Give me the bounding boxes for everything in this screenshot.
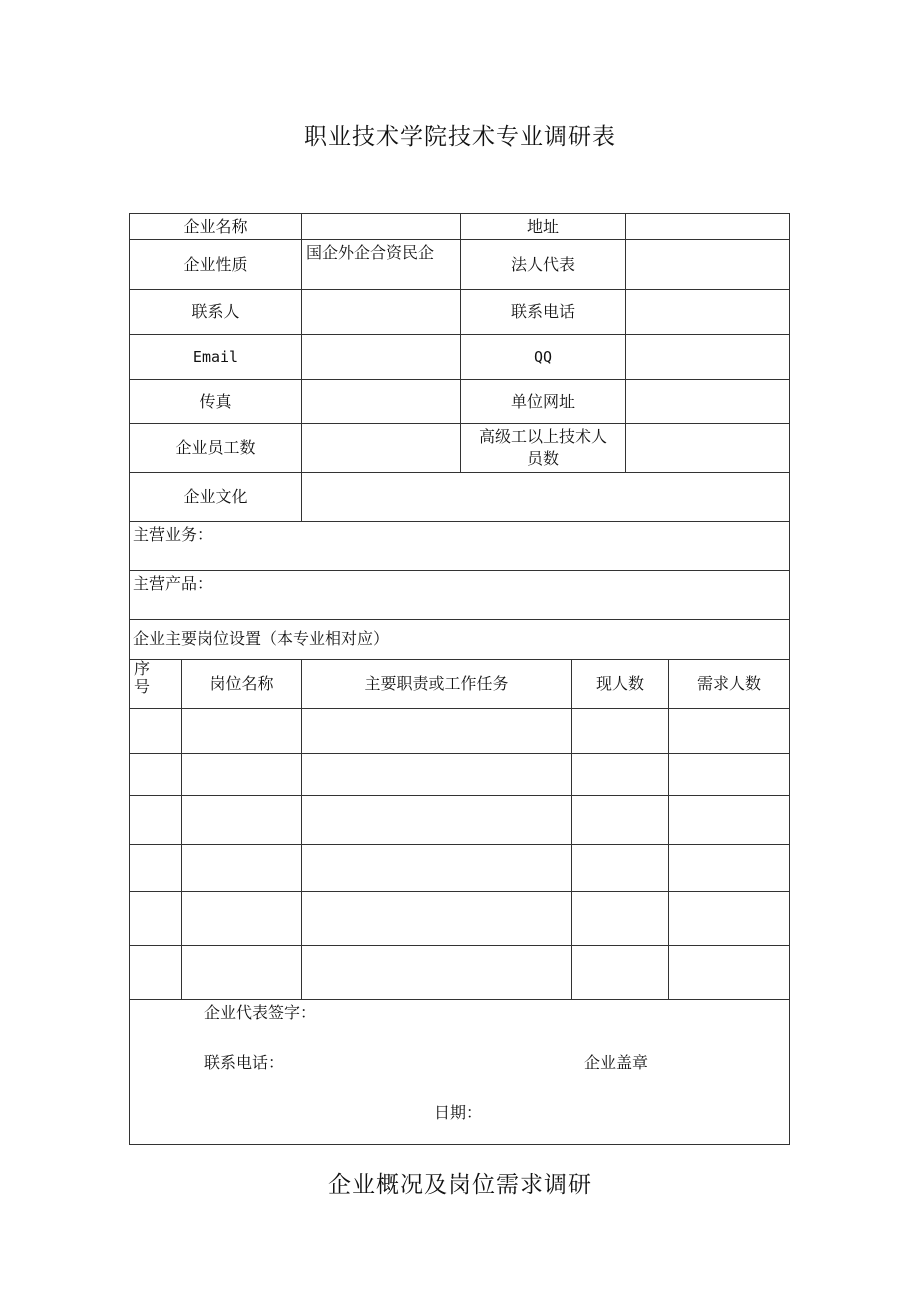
culture-label: 企业文化 [183,487,248,506]
contact-phone-label: 联系电话 [510,302,575,321]
row-divider [130,891,789,892]
date-label: 日期： [434,1103,483,1122]
contact-label: 联系人 [191,302,240,321]
row-divider [130,945,789,946]
page-title: 职业技术学院技术专业调研表 [304,124,616,150]
row-divider [130,753,789,754]
company-type-label: 企业性质 [183,254,248,274]
column-divider [181,659,182,999]
row-divider [130,521,789,522]
senior-tech-label-line2: 员数 [526,449,559,468]
row-divider [130,795,789,796]
senior-tech-count-label [461,424,625,472]
demand-count-header: 需求人数 [696,674,761,693]
employee-count-label: 企业员工数 [175,438,256,457]
duties-header: 主要职责或工作任务 [364,674,509,693]
column-divider [301,659,302,999]
signature-label: 企业代表签字： [204,1003,317,1022]
qq-label: QQ [533,348,553,366]
row-divider [130,844,789,845]
column-divider [668,659,669,999]
main-business-label: 主营业务： [133,525,214,544]
seal-label: 企业盖章 [584,1053,649,1072]
main-products-label: 主营产品： [133,574,214,593]
seq-header [134,660,150,696]
row-divider [130,708,789,709]
positions-section-title: 企业主要岗位设置（本专业相对应） [133,629,390,648]
column-divider [301,214,302,521]
column-divider [571,659,572,999]
row-divider [130,570,789,571]
row-divider [130,999,789,1000]
column-divider [625,214,626,472]
position-name-header: 岗位名称 [209,674,274,693]
website-label: 单位网址 [510,391,575,411]
company-name-label: 企业名称 [183,216,248,236]
page-subtitle: 企业概况及岗位需求调研 [328,1172,592,1198]
seq-header-line2: 号 [134,677,151,696]
footer-phone-label: 联系电话： [204,1053,285,1072]
row-divider [130,619,789,620]
company-type-options: 国企外企合资民企 [306,243,435,262]
fax-label: 传真 [199,391,232,411]
legal-rep-label: 法人代表 [510,254,575,274]
seq-header-line1: 序 [134,659,151,678]
senior-tech-label-line1: 高级工以上技术人 [478,427,607,446]
survey-form-table [129,213,790,1145]
address-label: 地址 [526,216,559,236]
current-count-header: 现人数 [595,674,644,693]
email-label: Email [192,348,239,366]
